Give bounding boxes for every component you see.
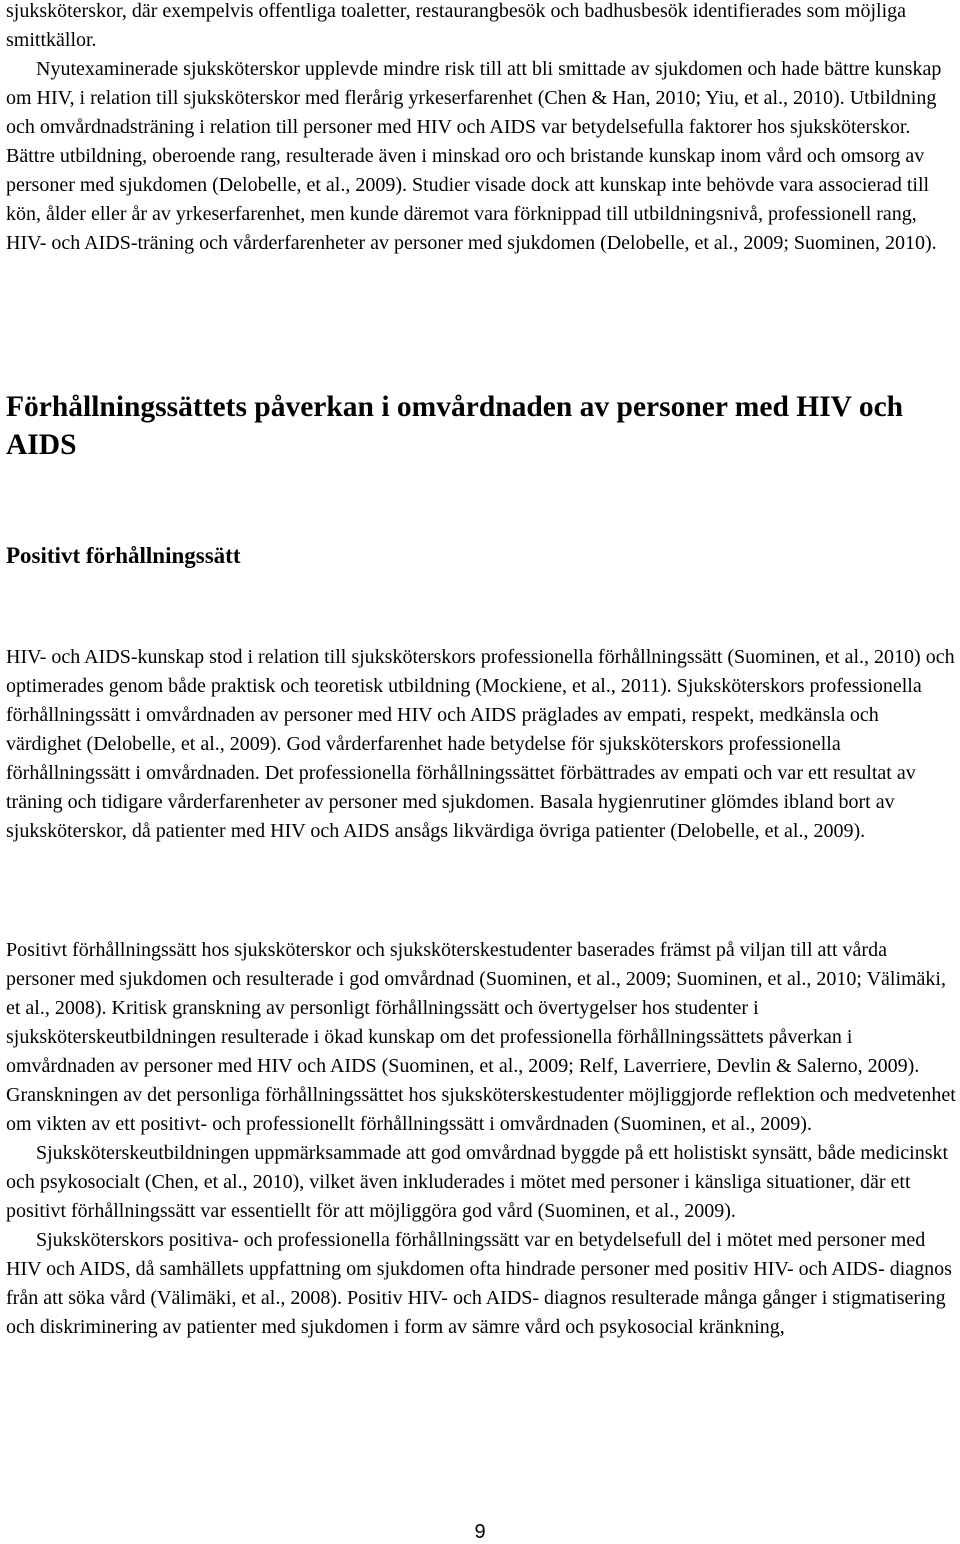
body-paragraph-1: HIV- och AIDS-kunskap stod i relation till sjuksköterskors professionella förhållningssätt (Suominen, et al., 2010) och optimerades genom både praktisk och teoretisk utbildning (Mockiene, et al., 2011). Sjuksköterskors professionella förhållningssätt i omvårdnaden av personer med HIV och AIDS präglades av empati, respekt, medkänsla och värdighet (Delobelle, et al., 2009). God vårderfarenhet hade betydelse för sjuksköterskors professionella förhållningssätt i omvårdnaden. Det professionella förhållningssättet förbättrades av empati och var ett resultat av träning och tidigare vårderfarenheter av personer med sjukdomen. Basala hygienrutiner glömdes ibland bort av sjuksköterskor, då patienter med HIV och AIDS ansågs likvärdiga övriga patienter (Delobelle, et al., 2009). xyxy=(6,646,955,842)
section-block-2 xyxy=(6,936,956,1342)
section-heading: Förhållningssättets påverkan i omvårdnaden av personer med HIV och AIDS xyxy=(6,391,904,461)
body-paragraph-2: Positivt förhållningssätt hos sjuksköterskor och sjuksköterskestudenter baserades främst på viljan till att vårda personer med sjukdomen och resulterade i god omvårdnad (Suominen, et al., 2009; Suominen, et al., 2010; Välimäki, et al., 2008). Kritisk granskning av personligt förhållningssätt och övertygelser hos studenter i sjuksköterskeutbildningen resulterade i ökad kunskap om det professionella förhållningssättets påverkan i omvårdnaden av personer med HIV och AIDS (Suominen, et al., 2009; Relf, Laverriere, Devlin & Salerno, 2009). Granskningen av det personliga förhållningssättet hos sjuksköterskestudenter möjliggjorde reflektion och medvetenhet om vikten av ett positivt- och professionellt förhållningssätt i omvårdnaden (Suominen, et al., 2009). xyxy=(6,939,956,1135)
intro-paragraph-1: sjuksköterskor, där exempelvis offentliga toaletter, restaurangbesök och badhusbesök identifierades som möjliga smittkällor. xyxy=(6,0,907,51)
section-block-1 xyxy=(6,643,956,846)
subsection-heading: Positivt förhållningssätt xyxy=(6,543,241,568)
intro-block xyxy=(6,0,954,258)
body-paragraph-4: Sjuksköterskors positiva- och professionella förhållningssätt var en betydelsefull del i mötet med personer med HIV och AIDS, då samhällets uppfattning om sjukdomen ofta hindrade personer med positiv HIV- och AIDS- diagnos från att söka vård (Välimäki, et al., 2008). Positiv HIV- och AIDS- diagnos resulterade många gånger i stigmatisering och diskriminering av patienter med sjukdomen i form av sämre vård och psykosocial kränkning, xyxy=(6,1229,952,1338)
intro-paragraph-2: Nyutexaminerade sjuksköterskor upplevde mindre risk till att bli smittade av sjukdomen och hade bättre kunskap om HIV, i relation till sjuksköterskor med flerårig yrkeserfarenhet (Chen & Han, 2010; Yiu, et al., 2010). Utbildning och omvårdnadsträning i relation till personer med HIV och AIDS var betydelsefulla faktorer hos sjuksköterskor. Bättre utbildning, oberoende rang, resulterade även i minskad oro och bristande kunskap inom vård och omsorg av personer med sjukdomen (Delobelle, et al., 2009). Studier visade dock att kunskap inte behövde vara associerad till kön, ålder eller år av yrkeserfarenhet, men kunde däremot vara förknippad till utbildningsnivå, professionell rang, HIV- och AIDS-träning och vårderfarenheter av personer med sjukdomen (Delobelle, et al., 2009; Suominen, 2010). xyxy=(6,58,942,254)
page-number: 9 xyxy=(474,1521,486,1543)
body-paragraph-3: Sjuksköterskeutbildningen uppmärksammade att god omvårdnad byggde på ett holistiskt synsätt, både medicinskt och psykosocialt (Chen, et al., 2010), vilket även inkluderades i mötet med personer i känsliga situationer, där ett positivt förhållningssätt var essentiellt för att möjliggöra god vård (Suominen, et al., 2009). xyxy=(6,1142,949,1222)
